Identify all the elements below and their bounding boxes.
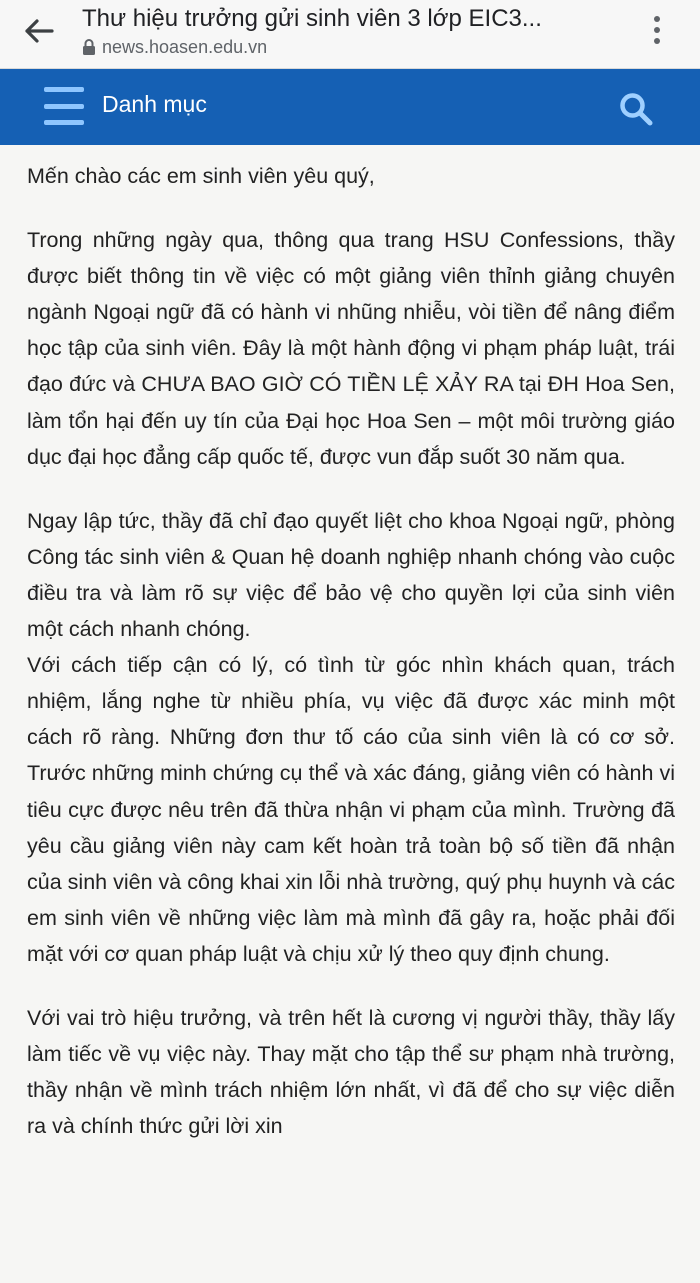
- url-text: news.hoasen.edu.vn: [102, 36, 268, 57]
- article-paragraph: Với vai trò hiệu trưởng, và trên hết là cương vị người thầy, thầy lấy làm tiếc về vụ việc này. Thay mặt cho tập thể sư phạm nhà trường, thầy nhận về mình trách nhiệm lớn nhất, vì đã để cho sự việc diễn ra và chính thức gửi lời xin: [27, 1005, 675, 1139]
- article-body: [27, 158, 675, 1144]
- article-paragraph: Ngay lập tức, thầy đã chỉ đạo quyết liệt cho khoa Ngoại ngữ, phòng Công tác sinh viên & Quan hệ doanh nghiệp nhanh chóng vào cuộc điều tra và làm rõ sự việc để bảo vệ cho quyền lợi của sinh viên một cách nhanh chóng.: [27, 508, 675, 642]
- article-paragraph: Với cách tiếp cận có lý, có tình từ góc nhìn khách quan, trách nhiệm, lắng nghe từ nhiều phía, vụ việc đã được xác minh một cách rõ ràng. Những đơn thư tố cáo của sinh viên là có cơ sở. Trước những minh chứng cụ thể và xác đáng, giảng viên có hành vi tiêu cực được nêu trên đã thừa nhận vi phạm của mình. Trường đã yêu cầu giảng viên này cam kết hoàn trả toàn bộ số tiền đã nhận của sinh viên và công khai xin lỗi nhà trường, quý phụ huynh và các em sinh viên về những việc làm mà mình đã gây ra, hoặc phải đối mặt với cơ quan pháp luật và chịu xử lý theo quy định chung.: [27, 653, 675, 966]
- lock-icon: [82, 38, 96, 56]
- more-vert-icon: [654, 16, 660, 22]
- page-title: Thư hiệu trưởng gửi sinh viên 3 lớp EIC3...: [82, 5, 542, 32]
- more-vert-dot: [654, 38, 660, 44]
- url-bar[interactable]: [82, 36, 267, 58]
- browser-toolbar: [0, 0, 700, 69]
- back-button[interactable]: [22, 14, 56, 48]
- category-menu-label[interactable]: Danh mục: [102, 91, 207, 117]
- arrow-left-icon: [24, 18, 54, 44]
- more-options-button[interactable]: [640, 10, 674, 50]
- hamburger-icon[interactable]: [44, 87, 84, 125]
- hamburger-line: [44, 104, 84, 109]
- hamburger-line: [44, 87, 84, 92]
- article-paragraph: Trong những ngày qua, thông qua trang HSU Confessions, thầy được biết thông tin về việc có một giảng viên thỉnh giảng chuyên ngành Ngoại ngữ đã có hành vi nhũng nhiễu, vòi tiền để nâng điểm học tập của sinh viên. Đây là một hành động vi phạm pháp luật, trái đạo đức và CHƯA BAO GIỜ CÓ TIỀN LỆ XẢY RA tại ĐH Hoa Sen, làm tổn hại đến uy tín của Đại học Hoa Sen – một môi trường giáo dục đại học đẳng cấp quốc tế, được vun đắp suốt 30 năm qua.: [27, 228, 675, 469]
- search-icon: [618, 91, 654, 127]
- search-button[interactable]: [618, 91, 654, 127]
- more-vert-dot: [654, 27, 660, 33]
- article-greeting: Mến chào các em sinh viên yêu quý,: [27, 164, 375, 188]
- hamburger-line: [44, 120, 84, 125]
- site-navigation-bar: [0, 69, 700, 145]
